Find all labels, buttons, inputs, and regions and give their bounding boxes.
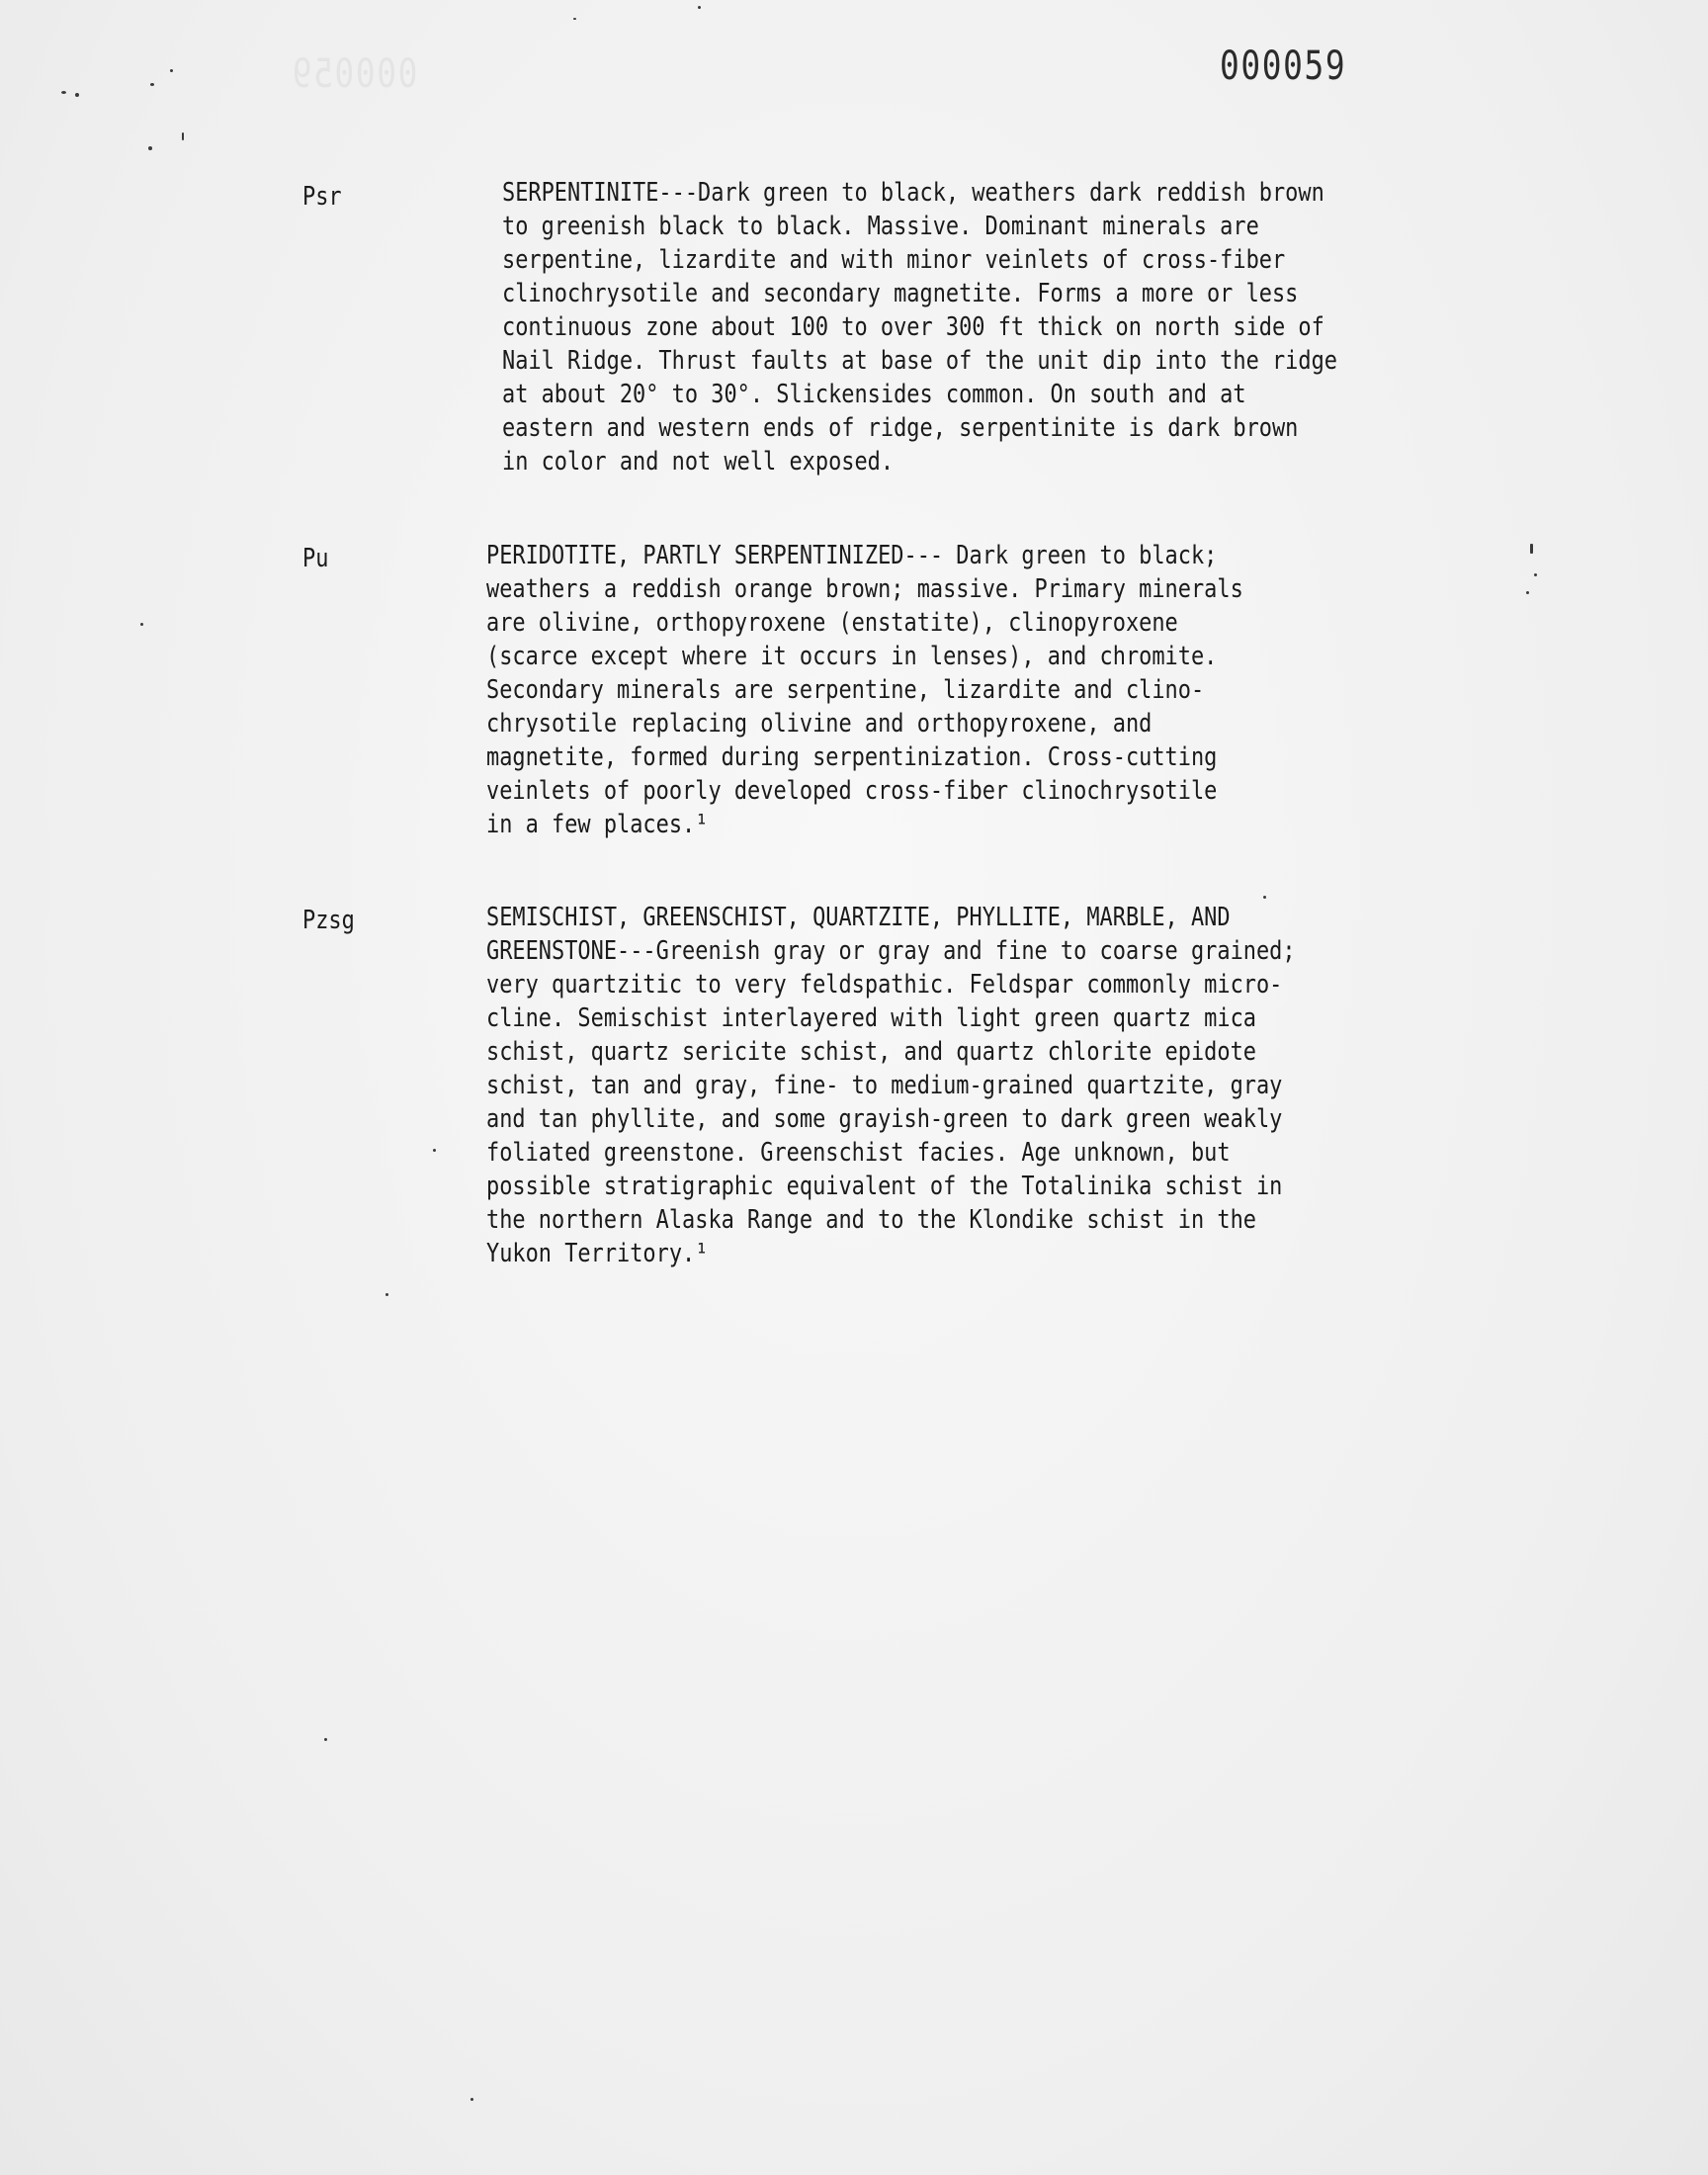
- description-line: eastern and western ends of ridge, serpentinite is dark brown: [502, 413, 1299, 443]
- description-line: possible stratigraphic equivalent of the Totalinika schist in: [486, 1172, 1283, 1201]
- bleed-through-page-number: 000059: [291, 51, 418, 97]
- unit-description: [486, 539, 1243, 841]
- description-line: in a few places.¹: [486, 810, 709, 839]
- scan-speck: [61, 91, 66, 94]
- scan-speck: [698, 6, 701, 9]
- scan-speck: [1530, 544, 1533, 554]
- scan-speck: [470, 2098, 473, 2101]
- scan-speck: [1534, 573, 1537, 576]
- description-line: at about 20° to 30°. Slickensides common. On south and at: [502, 380, 1246, 409]
- description-line: veinlets of poorly developed cross-fiber clinochrysotile: [486, 776, 1218, 806]
- scan-speck: [385, 1293, 388, 1296]
- description-line: Secondary minerals are serpentine, lizardite and clino-: [486, 675, 1205, 705]
- scan-speck: [433, 1149, 436, 1152]
- description-line: magnetite, formed during serpentinization. Cross-cutting: [486, 742, 1218, 772]
- description-line: schist, quartz sericite schist, and quartz chlorite epidote: [486, 1037, 1256, 1067]
- page-number: 000059: [1220, 44, 1347, 89]
- description-line: weathers a reddish orange brown; massive. Primary minerals: [486, 574, 1243, 604]
- description-line: Yukon Territory.¹: [486, 1239, 709, 1268]
- unit-code: Pu: [302, 544, 329, 573]
- description-line: SEMISCHIST, GREENSCHIST, QUARTZITE, PHYLLITE, MARBLE, AND: [486, 903, 1231, 932]
- description-line: GREENSTONE---Greenish gray or gray and fine to coarse grained;: [486, 936, 1296, 966]
- scan-speck: [148, 146, 152, 150]
- description-line: in color and not well exposed.: [502, 447, 895, 477]
- scan-speck: [182, 132, 184, 140]
- scan-speck: [170, 69, 173, 72]
- description-line: the northern Alaska Range and to the Klondike schist in the: [486, 1205, 1256, 1235]
- description-line: chrysotile replacing olivine and orthopyroxene, and: [486, 709, 1153, 739]
- unit-description: [486, 901, 1296, 1270]
- description-line: very quartzitic to very feldspathic. Feldspar commonly micro-: [486, 970, 1283, 1000]
- unit-code: Pzsg: [302, 906, 355, 935]
- scan-speck: [324, 1738, 327, 1741]
- description-line: foliated greenstone. Greenschist facies. Age unknown, but: [486, 1138, 1231, 1168]
- description-line: (scarce except where it occurs in lenses), and chromite.: [486, 642, 1218, 671]
- scan-speck: [150, 83, 154, 86]
- description-line: are olivine, orthopyroxene (enstatite), clinopyroxene: [486, 608, 1178, 638]
- description-line: to greenish black to black. Massive. Dominant minerals are: [502, 212, 1259, 241]
- scan-speck: [1263, 896, 1266, 899]
- scan-speck: [573, 18, 576, 20]
- description-line: schist, tan and gray, fine- to medium-grained quartzite, gray: [486, 1071, 1283, 1100]
- description-line: PERIDOTITE, PARTLY SERPENTINIZED--- Dark green to black;: [486, 541, 1218, 570]
- description-line: Nail Ridge. Thrust faults at base of the unit dip into the ridge: [502, 346, 1337, 376]
- description-line: SERPENTINITE---Dark green to black, weathers dark reddish brown: [502, 178, 1324, 208]
- description-line: clinochrysotile and secondary magnetite. Forms a more or less: [502, 279, 1299, 308]
- unit-description: [502, 176, 1337, 478]
- scan-speck: [140, 623, 143, 626]
- description-line: and tan phyllite, and some grayish-green to dark green weakly: [486, 1104, 1283, 1134]
- description-line: continuous zone about 100 to over 300 ft thick on north side of: [502, 312, 1324, 342]
- scan-speck: [75, 93, 79, 97]
- description-line: serpentine, lizardite and with minor veinlets of cross-fiber: [502, 245, 1286, 275]
- unit-code: Psr: [302, 182, 342, 212]
- scan-speck: [1526, 591, 1529, 594]
- description-line: cline. Semischist interlayered with light green quartz mica: [486, 1003, 1256, 1033]
